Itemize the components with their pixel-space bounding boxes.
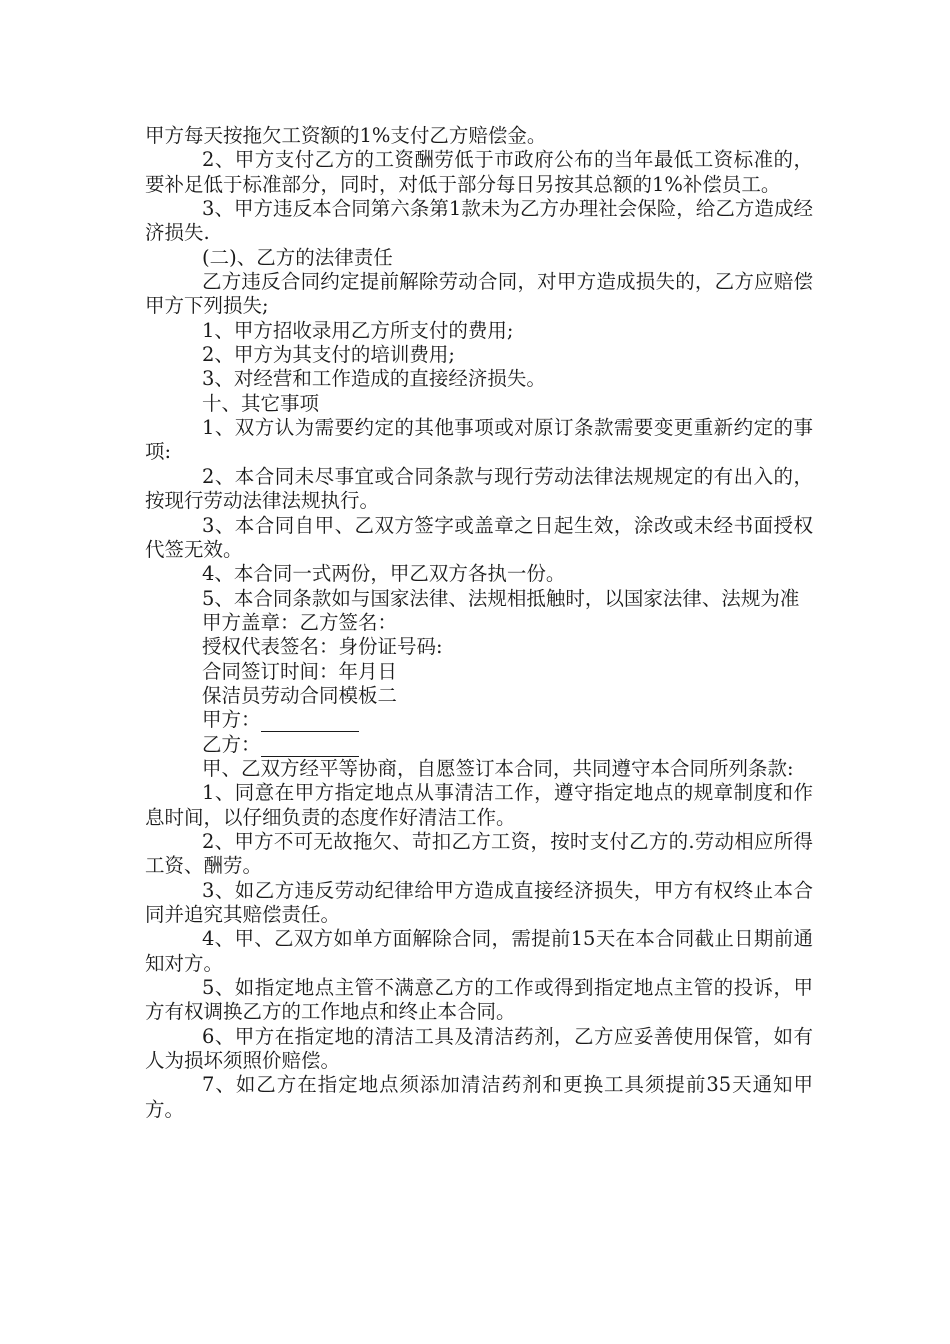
list-item-training-cost: 2、甲方为其支付的培训费用;	[202, 343, 455, 367]
signing-date-line: 合同签订时间：年月日	[202, 659, 398, 683]
clause-5: 5、如指定地点主管不满意乙方的工作或得到指定地点主管的投诉，甲方有权调换乙方的工作地点和终止本合同。	[145, 976, 813, 1024]
party-a-blank	[261, 711, 359, 732]
template-two-title: 保洁员劳动合同模板二	[202, 683, 398, 707]
clause-7: 7、如乙方在指定地点须添加清洁药剂和更换工具须提前35天通知甲方。	[145, 1073, 813, 1121]
paragraph-social-insurance: 3、甲方违反本合同第六条第1款未为乙方办理社会保险，给乙方造成经济损失.	[145, 197, 813, 245]
party-b-line	[145, 733, 813, 757]
clause-3: 3、如乙方违反劳动纪律给甲方造成直接经济损失，甲方有权终止本合同并追究其赔偿责任。	[145, 878, 813, 926]
document-page	[145, 124, 813, 1122]
paragraph-unresolved-matters: 2、本合同未尽事宜或合同条款与现行劳动法律法规规定的有出入的，按现行劳动法律法规执行。	[145, 464, 813, 513]
paragraph-other-agreements: 1、双方认为需要约定的其他事项或对原订条款需要变更重新约定的事项:	[145, 416, 813, 464]
paragraph-preamble: 甲、乙双方经平等协商，自愿签订本合同，共同遵守本合同所列条款:	[202, 756, 794, 780]
paragraph-effective-date: 3、本合同自甲、乙双方签字或盖章之日起生效，涂改或未经书面授权代签无效。	[145, 513, 813, 561]
party-a-line	[145, 708, 813, 732]
paragraph-late-wage-compensation: 甲方每天按拖欠工资额的1%支付乙方赔偿金。	[145, 124, 547, 147]
signature-seal-line: 甲方盖章：乙方签名：	[202, 610, 398, 634]
party-b-blank	[261, 736, 359, 757]
clause-6: 6、甲方在指定地的清洁工具及清洁药剂，乙方应妥善使用保管，如有人为损坏须照价赔偿。	[145, 1024, 813, 1073]
paragraph-minimum-wage: 2、甲方支付乙方的工资酬劳低于市政府公布的当年最低工资标准的，要补足低于标准部分，同时，对低于部分每日另按其总额的1%补偿员工。	[145, 148, 813, 196]
heading-other-matters: 十、其它事项	[202, 391, 320, 415]
clause-2: 2、甲方不可无故拖欠、苛扣乙方工资，按时支付乙方的.劳动相应所得工资、酬劳。	[145, 829, 813, 878]
paragraph-legal-conflict: 5、本合同条款如与国家法律、法规相抵触时，以国家法律、法规为准	[202, 586, 800, 610]
list-item-economic-loss: 3、对经营和工作造成的直接经济损失。	[202, 367, 546, 391]
party-a-label: 甲方：	[202, 708, 261, 732]
heading-party-b-liability: (二)、乙方的法律责任	[202, 245, 393, 269]
list-item-recruitment-cost: 1、甲方招收录用乙方所支付的费用;	[202, 318, 514, 342]
clause-4: 4、甲、乙双方如单方面解除合同，需提前15天在本合同截止日期前通知对方。	[145, 927, 813, 975]
paragraph-early-termination: 乙方违反合同约定提前解除劳动合同，对甲方造成损失的，乙方应赔偿甲方下列损失;	[145, 270, 813, 318]
party-b-label: 乙方：	[202, 732, 261, 756]
clause-1: 1、同意在甲方指定地点从事清洁工作，遵守指定地点的规章制度和作息时间，以仔细负责的态度作好清洁工作。	[145, 781, 813, 829]
paragraph-copies: 4、本合同一式两份，甲乙双方各执一份。	[202, 562, 566, 586]
signature-representative-line: 授权代表签名：身份证号码:	[202, 635, 443, 659]
